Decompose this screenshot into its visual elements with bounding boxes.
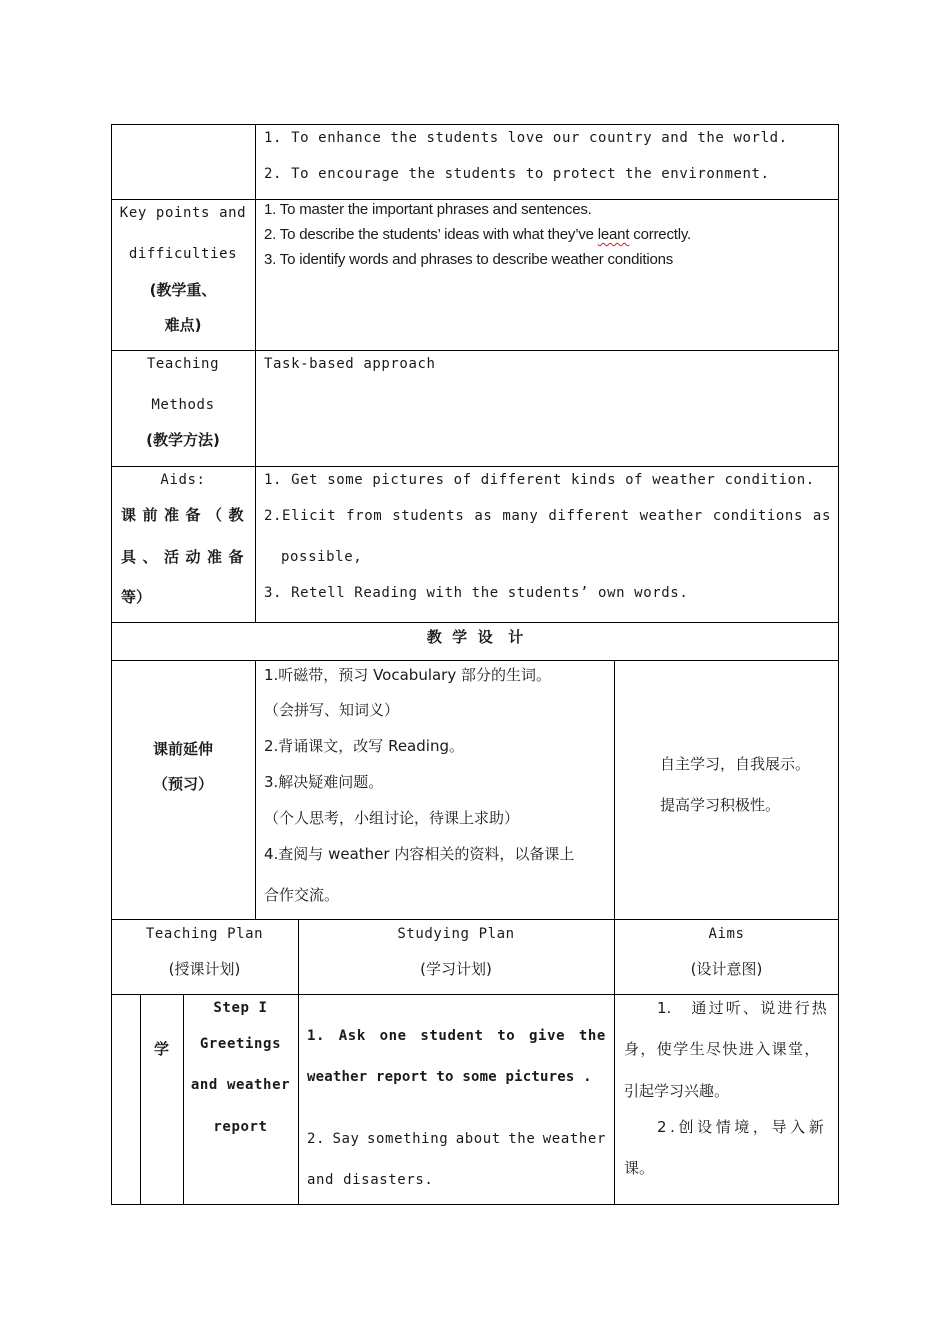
key-points-label: 难点) [164,316,202,334]
study-word: weather [542,1131,606,1147]
preview-task-line: （个人思考，小组讨论，待课上求助） [264,809,520,827]
preview-label: 课前延伸 [152,740,213,758]
key-point-item: 1. To master the important phrases and sentences. [264,201,592,218]
aids-word: as [474,508,493,524]
methods-label: Methods [151,397,215,413]
step-title: Step I [213,1000,268,1016]
studying-plan-header: Studying Plan [397,926,515,942]
study-word: 1. [307,1028,326,1044]
study-word: give [529,1028,566,1044]
aim-text: 通过听、说进行热 [691,999,829,1017]
study-activity-justified [307,1026,606,1046]
study-word: Say [332,1131,360,1147]
key-points-label: difficulties [128,246,238,262]
aids-word: many [502,508,539,524]
teaching-plan-header-cn: (授课计划) [168,960,241,978]
col-divider [140,994,141,1205]
preview-task-line: 2.背诵课文，改写 Reading。 [264,737,464,755]
study-word: one [379,1028,407,1044]
aids-label: 具、活动准备 [121,548,251,566]
aids-word: students [392,508,465,524]
aids-label: 课前准备（教 [121,506,251,524]
preview-task-line: 3.解决疑难问题。 [264,773,384,791]
objective-item: 2. To encourage the students to protect the environment. [264,166,770,182]
study-activity-continued: and disasters. [307,1172,434,1188]
aids-word: weather [639,508,703,524]
preview-task-line: 4.查阅与 weather 内容相关的资料，以备课上 [264,845,575,863]
stage-label: 学 [153,1040,169,1058]
methods-label: Teaching [146,356,220,372]
preview-task-line: 1.听磁带，预习 Vocabulary 部分的生词。 [264,666,551,684]
aim-line: 2.创设情境，导入新 [657,1118,828,1136]
col-divider [255,124,256,622]
objective-item: 1. To enhance the students love our country and the world. [264,130,788,146]
preview-aim: 自主学习，自我展示。 [660,755,811,773]
study-word: the [578,1028,606,1044]
row-divider [111,919,839,920]
preview-task-line: 合作交流。 [264,886,340,904]
aim-line: 课。 [624,1159,655,1177]
aids-label: Aids: [160,472,206,488]
aids-item: 3. Retell Reading with the students’ own words. [264,585,689,601]
key-point-item: 3. To identify words and phrases to describe weather conditions [264,251,674,268]
preview-aim: 提高学习积极性。 [660,796,781,814]
preview-label: （预习） [152,775,213,793]
preview-task-line: （会拼写、知词义） [264,701,400,719]
study-word: the [508,1131,536,1147]
methods-content: Task-based approach [264,356,436,372]
aids-item: 1. Get some pictures of different kinds of weather condition. [264,472,815,488]
study-word: about [455,1131,501,1147]
study-word: student [420,1028,484,1044]
key-point-text: 2. To describe the students’ ideas with what they’ve [264,226,598,243]
key-points-label: Key points and [119,205,247,221]
aids-word: as [812,508,831,524]
step-title: report [213,1119,268,1135]
key-points-label: (教学重、 [149,281,217,299]
aids-label: 等） [121,588,152,606]
aim-line: 身，使学生尽快进入课堂， [624,1040,821,1058]
study-word: Ask [338,1028,366,1044]
aids-item-justified [264,506,831,526]
col-divider [183,994,184,1205]
aim-line: 引起学习兴趣。 [624,1082,730,1100]
aids-word: from [346,508,383,524]
methods-label: (教学方法) [146,431,220,449]
aids-word: different [548,508,630,524]
aims-header: Aims [708,926,745,942]
design-section-header: 教 学 设 计 [426,628,524,646]
spellcheck-marked-word: leant [597,226,630,243]
study-activity-justified [307,1129,606,1149]
row-divider [111,622,839,623]
aim-text: 1. [657,999,672,1017]
studying-plan-header-cn: (学习计划) [420,960,492,978]
teaching-plan-header: Teaching Plan [145,926,264,942]
study-word: 2. [307,1131,326,1147]
row-divider [111,350,839,351]
study-activity-continued: weather report to some pictures . [307,1069,592,1085]
row-divider [111,466,839,467]
aims-header-cn: (设计意图) [690,960,763,978]
step-title: Greetings [199,1036,282,1052]
key-point-text: correctly. [629,226,691,243]
study-word: to [497,1028,516,1044]
aids-word: conditions [712,508,803,524]
aids-word: 2.Elicit [264,508,337,524]
row-divider [111,994,839,995]
study-word: something [367,1131,449,1147]
col-divider [255,660,256,919]
aim-line-justified [657,998,829,1018]
step-title: and weather [190,1077,291,1093]
key-point-item [264,225,691,245]
aids-item-continued: possible, [281,549,363,565]
row-divider [111,660,839,661]
